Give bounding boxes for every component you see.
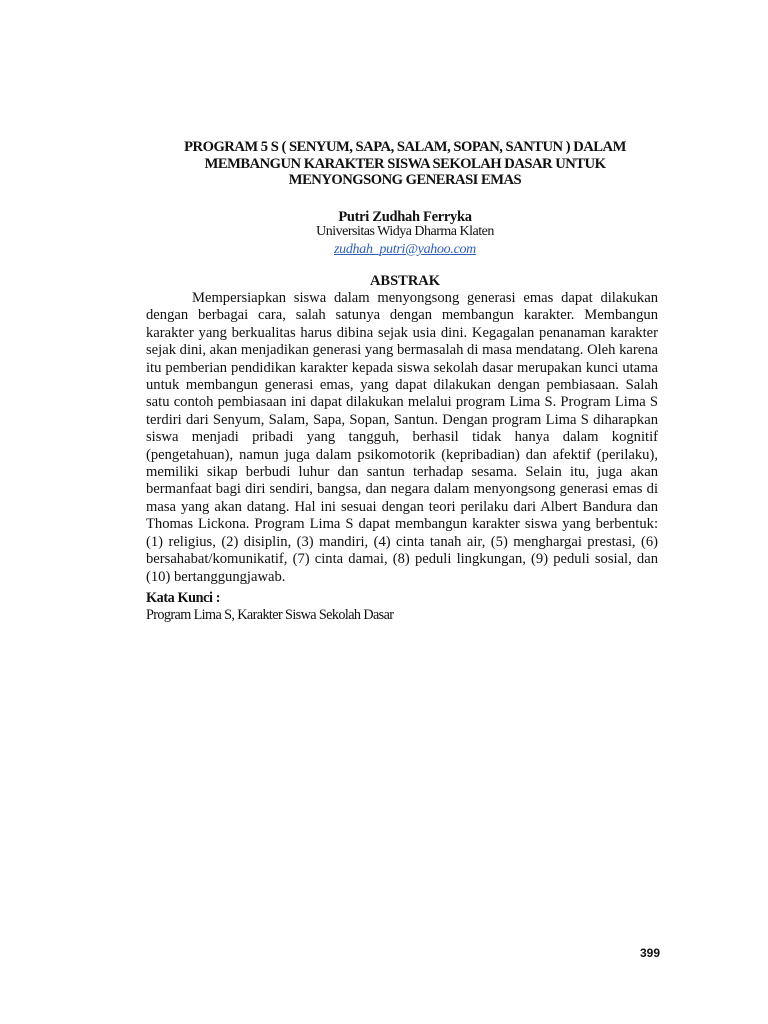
paper-title xyxy=(140,139,670,189)
abstract-body: Mempersiapkan siswa dalam menyongsong generasi emas dapat dilakukan dengan berbagai cara, salah satunya dengan membangun karakter. Membangun karakter yang berkualitas harus dibina sejak usia dini. Kegagalan penanaman karakter sejak dini, akan menjadikan generasi yang bermasalah di masa mendatang. Oleh karena itu pemberian pendidikan karakter kepada siswa sekolah dasar merupakan kunci utama untuk membangun generasi emas, yang dapat dilakukan dengan pembiasaan. Salah satu contoh pembiasaan ini dapat dilakukan melalui program Lima S. Program Lima S terdiri dari Senyum, Salam, Sapa, Sopan, Santun. Dengan program Lima S diharapkan siswa menjadi pribadi yang tangguh, berhasil tidak hanya dalam kognitif (pengetahuan), namun juga dalam psikomotorik (kepribadian) dan afektif (perilaku), memiliki sikap berbudi luhur dan santun terhadap sesama. Selain itu, juga akan bermanfaat bagi diri sendiri, bangsa, dan negara dalam menyongsong generasi emas di masa yang akan datang. Hal ini sesuai dengan teori perilaku dari Albert Bandura dan Thomas Lickona. Program Lima S dapat membangun karakter siswa yang berbentuk: (1) religius, (2) disiplin, (3) mandiri, (4) cinta tanah air, (5) menghargai prestasi, (6) bersahabat/komunikatif, (7) cinta damai, (8) peduli lingkungan, (9) peduli sosial, dan (10) bertanggungjawab. xyxy=(146,290,658,585)
title-line-2: MEMBANGUN KARAKTER SISWA SEKOLAH DASAR UNTUK xyxy=(204,155,606,172)
author-email-link[interactable]: zudhah_putri@yahoo.com xyxy=(334,242,476,257)
keywords-heading: Kata Kunci : xyxy=(146,590,221,606)
keywords-list: Program Lima S, Karakter Siswa Sekolah Dasar xyxy=(146,607,394,623)
author-affiliation: Universitas Widya Dharma Klaten xyxy=(316,224,494,239)
title-line-1: PROGRAM 5 S ( SENYUM, SAPA, SALAM, SOPAN, SANTUN ) DALAM xyxy=(184,139,626,155)
abstract-heading: ABSTRAK xyxy=(369,273,441,289)
author-email-line xyxy=(140,241,670,258)
author-name: Putri Zudhah Ferryka xyxy=(338,209,472,225)
title-line-3: MENYONGSONG GENERASI EMAS xyxy=(288,172,522,188)
page-number: 399 xyxy=(639,946,660,960)
